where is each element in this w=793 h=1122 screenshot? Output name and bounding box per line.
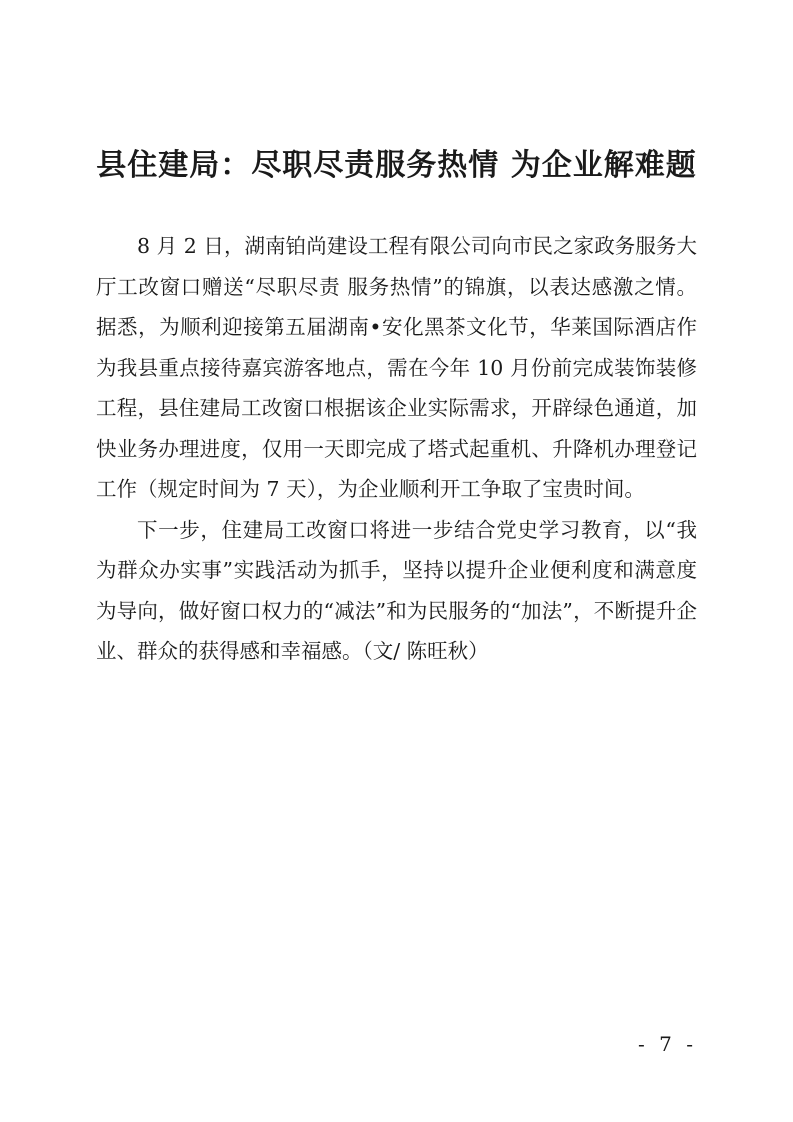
paragraph: 下一步，住建局工改窗口将进一步结合党史学习教育，以“我为群众办实事”实践活动为抓手，坚持以提升企业便利度和满意度为导向，做好窗口权力的“减法”和为民服务的“加法”，不断提升企业、群众的获得感和幸福感。（文/ 陈旺秋） — [96, 517, 697, 663]
article-body — [96, 226, 697, 672]
page-number: - 7 - — [638, 1032, 697, 1056]
paragraph: 8 月 2 日，湖南铂尚建设工程有限公司向市民之家政务服务大厅工改窗口赠送“尽职尽责 服务热情”的锦旗，以表达感激之情。据悉，为顺利迎接第五届湖南•安化黑茶文化节，华莱国际酒店作为我县重点接待嘉宾游客地点，需在今年 10 月份前完成装饰装修工程，县住建局工改窗口根据该企业实际需求，开辟绿色通道，加快业务办理进度，仅用一天即完成了塔式起重机、升降机办理登记工作（规定时间为 7 天），为企业顺利开工争取了宝贵时间。 — [96, 234, 697, 501]
article-title: 县住建局：尽职尽责服务热情 为企业解难题 — [96, 148, 697, 183]
